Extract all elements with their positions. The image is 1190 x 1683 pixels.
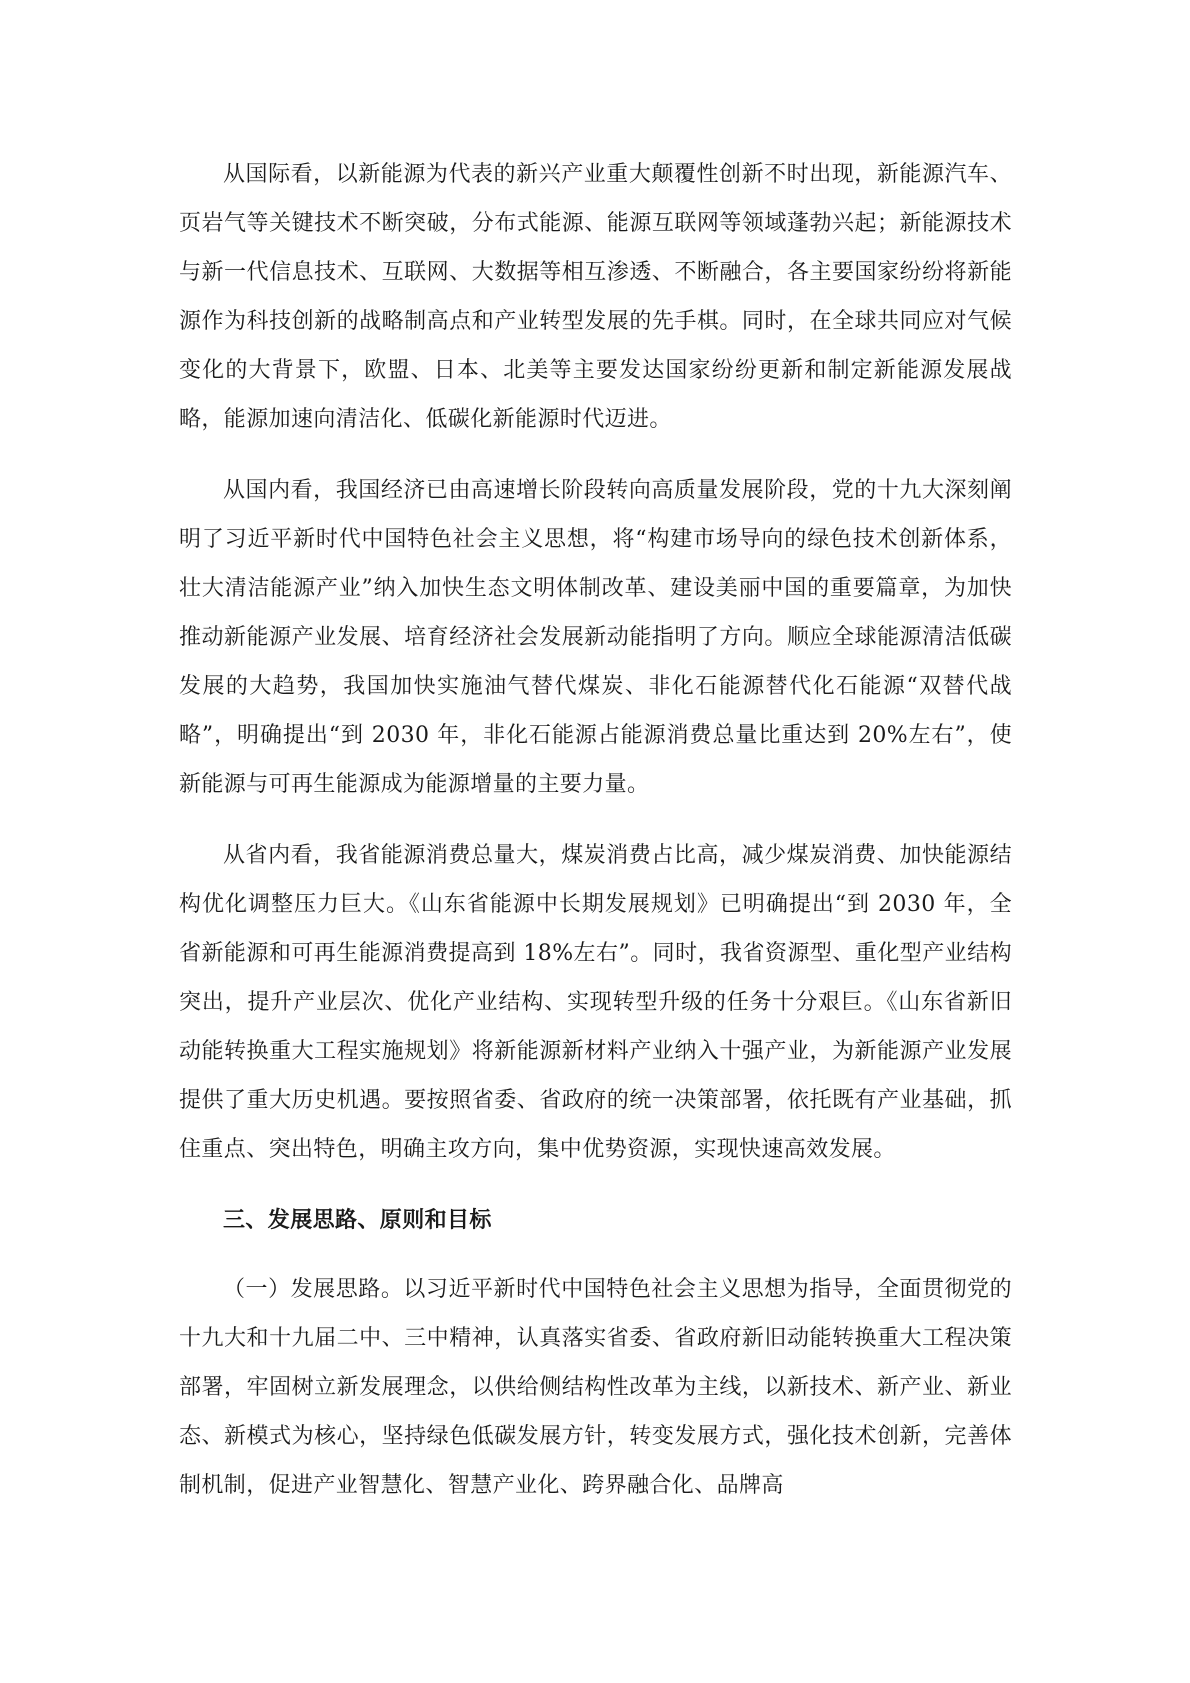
paragraph-domestic: 从国内看，我国经济已由高速增长阶段转向高质量发展阶段，党的十九大深刻阐明了习近平新时代中国特色社会主义思想，将“构建市场导向的绿色技术创新体系，壮大清洁能源产业”纳入加快生态文明体制改革、建设美丽中国的重要篇章，为加快推动新能源产业发展、培育经济社会发展新动能指明了方向。顺应全球能源清洁低碳发展的大趋势，我国加快实施油气替代煤炭、非化石能源替代化石能源“双替代战略”，明确提出“到 2030 年，非化石能源占能源消费总量比重达到 20%左右”，使新能源与可再生能源成为能源增量的主要力量。 <box>179 478 1012 797</box>
document-body <box>179 150 1012 1532</box>
paragraph-provincial: 从省内看，我省能源消费总量大，煤炭消费占比高，减少煤炭消费、加快能源结构优化调整压力巨大。《山东省能源中长期发展规划》已明确提出“到 2030 年，全省新能源和可再生能源消费提高到 18%左右”。同时，我省资源型、重化型产业结构突出，提升产业层次、优化产业结构、实现转型升级的任务十分艰巨。《山东省新旧动能转换重大工程实施规划》将新能源新材料产业纳入十强产业，为新能源产业发展提供了重大历史机遇。要按照省委、省政府的统一决策部署，依托既有产业基础，抓住重点、突出特色，明确主攻方向，集中优势资源，实现快速高效发展。 <box>179 843 1012 1162</box>
paragraph-development-approach: （一）发展思路。以习近平新时代中国特色社会主义思想为指导，全面贯彻党的十九大和十九届二中、三中精神，认真落实省委、省政府新旧动能转换重大工程决策部署，牢固树立新发展理念，以供给侧结构性改革为主线，以新技术、新产业、新业态、新模式为核心，坚持绿色低碳发展方针，转变发展方式，强化技术创新，完善体制机制，促进产业智慧化、智慧产业化、跨界融合化、品牌高 <box>179 1277 1012 1498</box>
section-heading: 三、发展思路、原则和目标 <box>223 1208 492 1233</box>
paragraph-international: 从国际看，以新能源为代表的新兴产业重大颠覆性创新不时出现，新能源汽车、页岩气等关键技术不断突破，分布式能源、能源互联网等领域蓬勃兴起；新能源技术与新一代信息技术、互联网、大数据等相互渗透、不断融合，各主要国家纷纷将新能源作为科技创新的战略制高点和产业转型发展的先手棋。同时，在全球共同应对气候变化的大背景下，欧盟、日本、北美等主要发达国家纷纷更新和制定新能源发展战略，能源加速向清洁化、低碳化新能源时代迈进。 <box>179 162 1012 432</box>
